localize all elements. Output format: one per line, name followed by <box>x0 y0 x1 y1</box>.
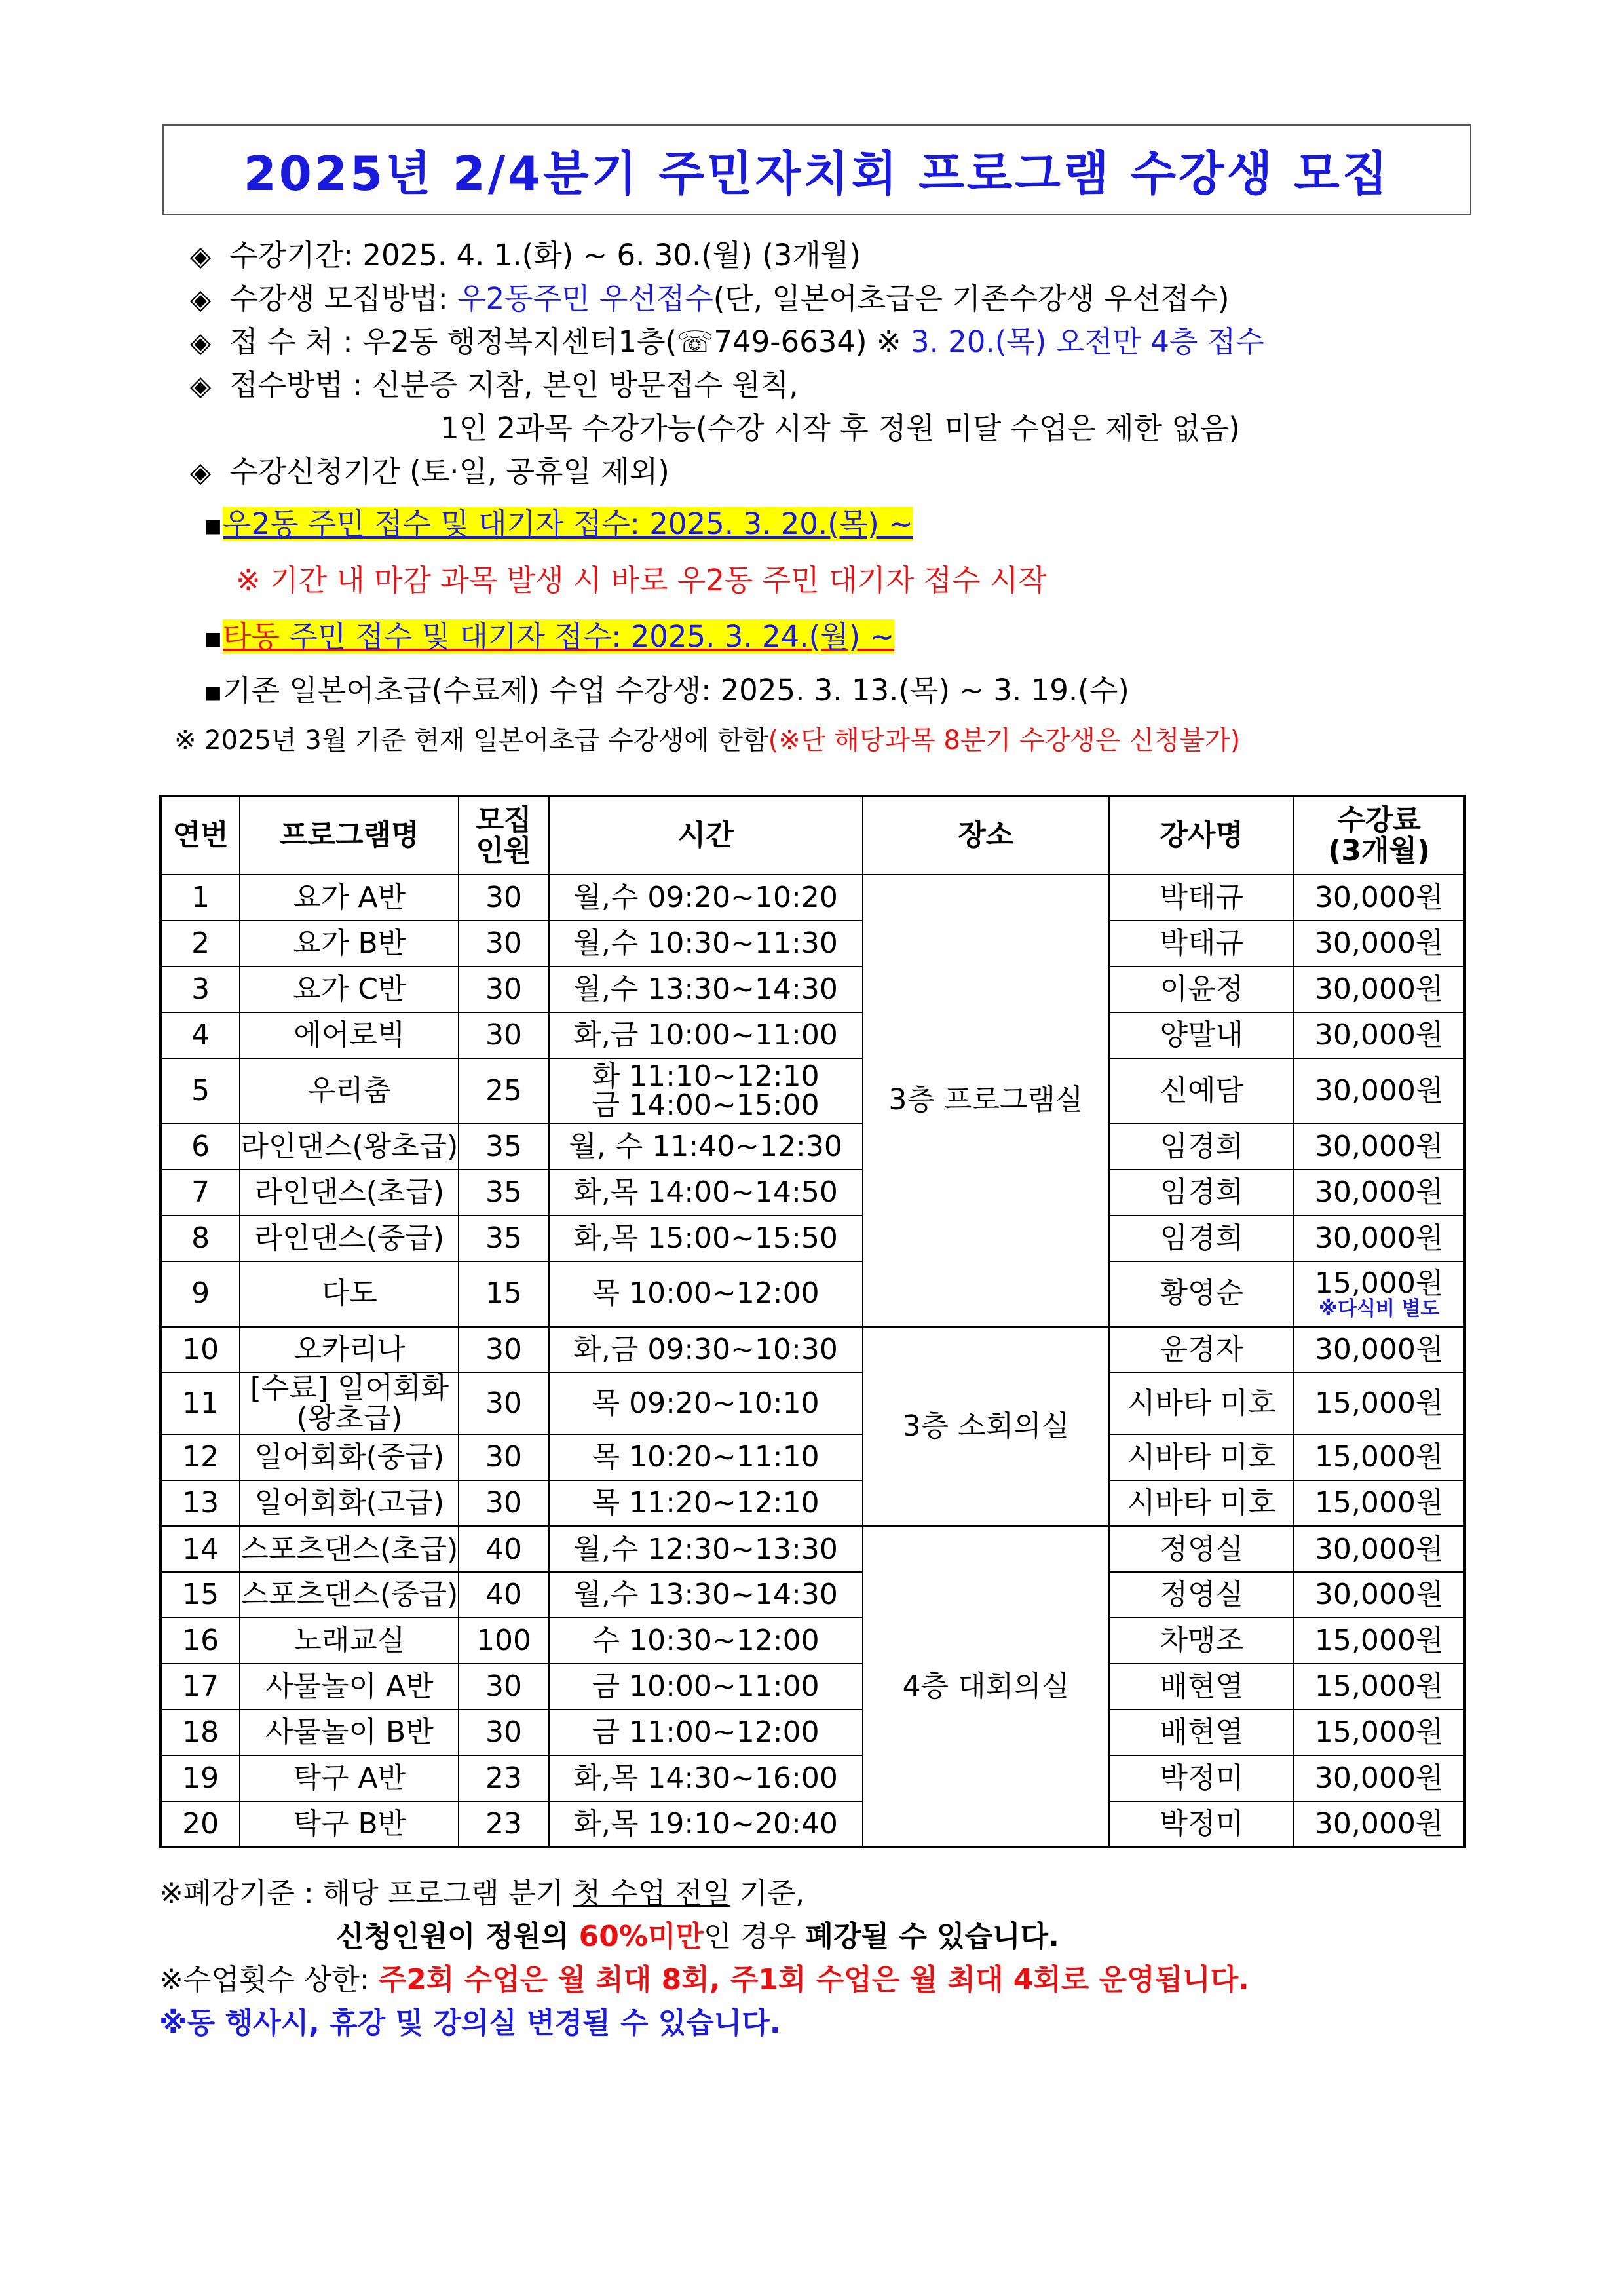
place-cell: 4층 대회의실 <box>863 1526 1110 1847</box>
square-bullet-icon: ■ <box>204 681 222 703</box>
fee-cell: 15,000원 ※다식비 별도 <box>1294 1261 1465 1327</box>
square-bullet-icon: ■ <box>204 515 222 537</box>
fee-note: ※다식비 별도 <box>1318 1297 1440 1320</box>
table-row: 7 라인댄스(초급) 35 화,목 14:00~14:50 임경희 30,000원 <box>161 1170 1465 1215</box>
schedule-note: ※ 2025년 3월 기준 현재 일본어초급 수강생에 한함(※단 해당과목 8분기 수강생은 신청불가) <box>174 725 1241 756</box>
header-fee: 수강료 (3개월) <box>1294 796 1465 875</box>
diamond-bullet-icon: ◈ <box>190 370 212 402</box>
diamond-bullet-icon: ◈ <box>190 283 212 315</box>
table-header-row <box>161 796 1465 875</box>
info-place: ◈ 접 수 처 : 우2동 행정복지센터1층(☏749-6634) ※ 3. 20.(목) 오전만 4층 접수 <box>190 322 1264 362</box>
table-row: 19 탁구 A반 23 화,목 14:30~16:00 박정미 30,000원 <box>161 1755 1465 1801</box>
table-row: 4 에어로빅 30 화,금 10:00~11:00 양말내 30,000원 <box>161 1012 1465 1058</box>
table-row: 2 요가 B반 30 월,수 10:30~11:30 박태규 30,000원 <box>161 921 1465 966</box>
diamond-bullet-icon: ◈ <box>190 240 212 272</box>
table-row: 18 사물놀이 B반 30 금 11:00~12:00 배현열 15,000원 <box>161 1710 1465 1755</box>
table-row: 6 라인댄스(왕초급) 35 월, 수 11:40~12:30 임경희 30,000원 <box>161 1124 1465 1170</box>
footer-limit: ※수업횟수 상한: 주2회 수업은 월 최대 8회, 주1회 수업은 월 최대 4회로 운영됩니다. <box>159 1963 1249 1997</box>
table-row: 9 다도 15 목 10:00~12:00 황영순 15,000원 ※다식비 별도 <box>161 1261 1465 1327</box>
diamond-bullet-icon: ◈ <box>190 326 212 358</box>
info-way-2: 1인 2과목 수강가능(수강 시작 후 정원 미달 수업은 제한 없음) <box>440 411 1240 446</box>
table-row: 1 요가 A반 30 월,수 09:20~10:20 3층 프로그램실 박태규 30,000원 <box>161 875 1465 921</box>
schedule-other: ■타동 주민 접수 및 대기자 접수: 2025. 3. 24.(월) ~ <box>204 617 894 659</box>
footer-closing: ※폐강기준 : 해당 프로그램 분기 첫 수업 전일 기준, <box>159 1877 805 1910</box>
schedule-resident: ■우2동 주민 접수 및 대기자 접수: 2025. 3. 20.(목) ~ <box>204 505 913 546</box>
header-capacity: 모집 인원 <box>459 796 548 875</box>
info-apply-period: ◈ 수강신청기간 (토·일, 공휴일 제외) <box>190 452 670 492</box>
footer-closing-2: 신청인원이 정원의 60%미만인 경우 폐강될 수 있습니다. <box>336 1920 1059 1953</box>
header-time: 시간 <box>549 796 863 875</box>
table-row: 11 [수료] 일어회화(왕초급) 30 목 09:20~10:10 시바타 미호 15,000원 <box>161 1373 1465 1434</box>
table-row: 14 스포츠댄스(초급) 40 월,수 12:30~13:30 4층 대회의실 정영실 30,000원 <box>161 1526 1465 1572</box>
footer-event: ※동 행사시, 휴강 및 강의실 변경될 수 있습니다. <box>159 2006 781 2040</box>
header-place: 장소 <box>863 796 1110 875</box>
place-cell: 3층 소회의실 <box>863 1327 1110 1526</box>
table-row: 12 일어회화(중급) 30 목 10:20~11:10 시바타 미호 15,000원 <box>161 1434 1465 1480</box>
table-row: 8 라인댄스(중급) 35 화,목 15:00~15:50 임경희 30,000원 <box>161 1215 1465 1261</box>
place-cell: 3층 프로그램실 <box>863 875 1110 1327</box>
table-row: 16 노래교실 100 수 10:30~12:00 차맹조 15,000원 <box>161 1618 1465 1664</box>
table-row: 13 일어회화(고급) 30 목 11:20~12:10 시바타 미호 15,000원 <box>161 1480 1465 1526</box>
table-row: 17 사물놀이 A반 30 금 10:00~11:00 배현열 15,000원 <box>161 1664 1465 1710</box>
table-row: 10 오카리나 30 화,금 09:30~10:30 3층 소회의실 윤경자 30,000원 <box>161 1327 1465 1373</box>
page-title: 2025년 2/4분기 주민자치회 프로그램 수강생 모집 <box>243 146 1391 201</box>
info-way: ◈ 접수방법 : 신분증 지참, 본인 방문접수 원칙, <box>190 366 799 406</box>
title-box <box>162 124 1471 215</box>
table-row: 15 스포츠댄스(중급) 40 월,수 13:30~14:30 정영실 30,000원 <box>161 1572 1465 1618</box>
info-period: ◈ 수강기간: 2025. 4. 1.(화) ~ 6. 30.(월) (3개월) <box>190 236 861 276</box>
table-row: 5 우리춤 25 화 11:10~12:10 금 14:00~15:00 신예담 30,000원 <box>161 1058 1465 1124</box>
table-row: 3 요가 C반 30 월,수 13:30~14:30 이윤정 30,000원 <box>161 966 1465 1012</box>
table-row: 20 탁구 B반 23 화,목 19:10~20:40 박정미 30,000원 <box>161 1801 1465 1847</box>
schedule-existing: ■기존 일본어초급(수료제) 수업 수강생: 2025. 3. 13.(목) ~ 3. 19.(수) <box>204 671 1129 712</box>
schedule-resident-note: ※ 기간 내 마감 과목 발생 시 바로 우2동 주민 대기자 접수 시작 <box>236 563 1047 598</box>
header-no: 연번 <box>161 796 240 875</box>
header-teacher: 강사명 <box>1109 796 1294 875</box>
header-name: 프로그램명 <box>240 796 459 875</box>
info-method: ◈ 수강생 모집방법: 우2동주민 우선접수(단, 일본어초급은 기존수강생 우선접수) <box>190 279 1230 319</box>
program-table <box>159 795 1466 1848</box>
square-bullet-icon: ■ <box>204 628 222 649</box>
diamond-bullet-icon: ◈ <box>190 456 212 488</box>
